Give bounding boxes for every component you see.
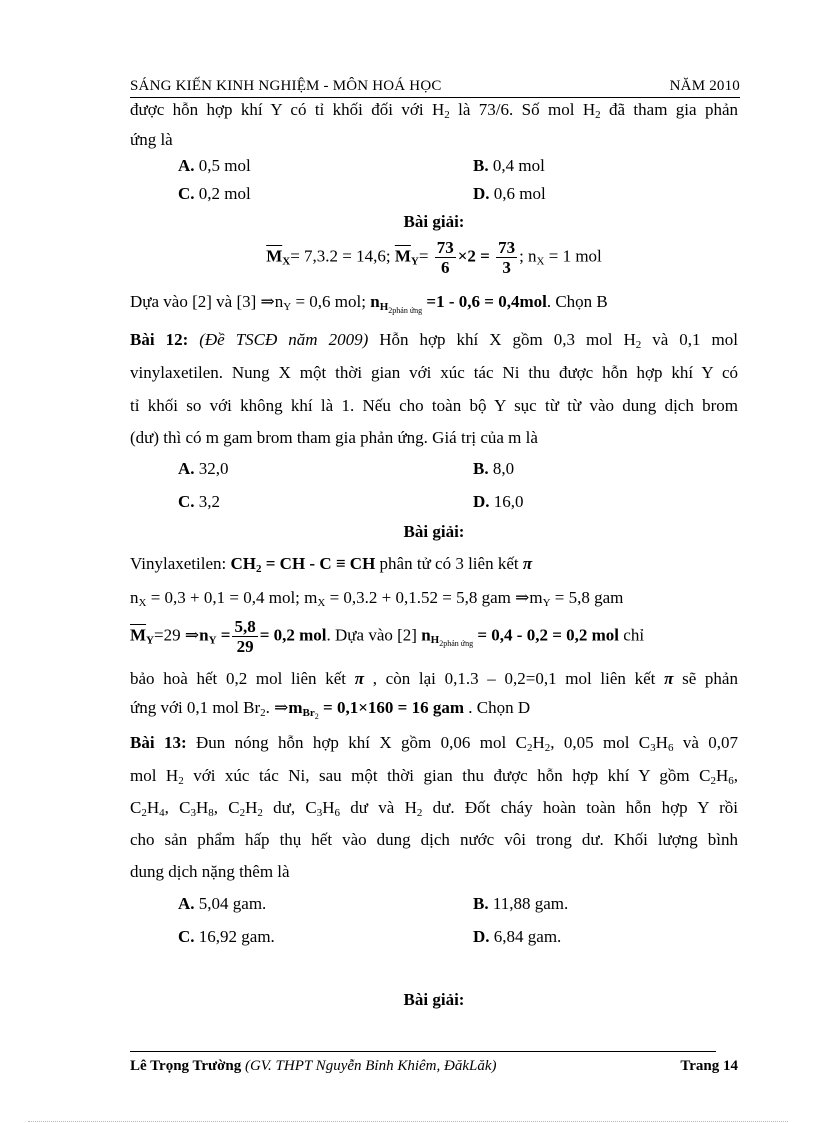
q11-equation-2: Dựa vào [2] và [3] $\Rightarrow n_Y = 0,6$ mol; $n_{H_{2phản ứng}} =1 - 0,6 = 0,4mol$. Chọn B bbox=[130, 292, 608, 315]
q11-equation-1: $\overline{M}_X= 7,3.2 = 14,6$; $\overline{M}_Y=$ $\frac{73}{6}$ ×2 = $\frac{73}{3}$ ; $n_X = 1$ mol bbox=[266, 238, 602, 277]
footer-author: Lê Trọng Trường (GV. THPT Nguyễn Bỉnh Khiêm, ĐăkLăk) bbox=[130, 1058, 497, 1074]
header-year: NĂM 2010 bbox=[669, 78, 740, 94]
footer-page-number: Trang 14 bbox=[680, 1058, 738, 1074]
q12-solution-line-5: ứng với 0,1 mol $Br_2$. $\Rightarrow m_{Br_2} = 0,1\times 160 = 16$ gam . Chọn D bbox=[130, 698, 531, 721]
q12-solution-line-3: $\overline{M}_Y=29$ $\Rightarrow n_Y$ = $\frac{5,8}{29}$ = 0,2 mol. Dựa vào [2] $n_{H_{2phản ứng}} = 0,4 - 0,2 = 0,2$ mol chỉ bbox=[130, 617, 645, 656]
q11-option-d: D. 0,6 mol bbox=[473, 184, 546, 203]
q11-option-a: A. 0,5 mol bbox=[178, 156, 251, 175]
q12-solution-line-4: bảo hoà hết 0,2 mol liên kết π , còn lại 0,1.3 – 0,2=0,1 mol liên kết π sẽ phản bbox=[130, 669, 738, 688]
page-edge bbox=[28, 1121, 788, 1122]
q12-option-c: C. 3,2 bbox=[178, 492, 221, 511]
header-title: SÁNG KIẾN KINH NGHIỆM - MÔN HOÁ HỌC bbox=[130, 78, 442, 94]
q12-line-4: (dư) thì có m gam brom tham gia phản ứng. Giá trị của m là bbox=[130, 428, 538, 447]
q12-solution-title: Bài giải: bbox=[403, 522, 465, 541]
q12-option-b: B. 8,0 bbox=[473, 459, 515, 478]
q12-line-1: Bài 12: (Đề TSCĐ năm 2009) Hỗn hợp khí X gồm 0,3 mol $H_2$ và 0,1 mol bbox=[130, 330, 739, 351]
q11-option-b: B. 0,4 mol bbox=[473, 156, 545, 175]
footer-divider bbox=[130, 1051, 716, 1052]
intro-line-2: ứng là bbox=[130, 130, 173, 149]
q11-option-c: C. 0,2 mol bbox=[178, 184, 251, 203]
q13-line-4: cho sản phẩm hấp thụ hết vào dung dịch nước vôi trong dư. Khối lượng bình bbox=[130, 830, 738, 849]
q12-solution-line-2: $n_X = 0,3 + 0,1 = 0,4$ mol; $m_X = 0,3.2 + 0,1.52 = 5,8$ gam $\Rightarrow m_Y = 5,8$ gam bbox=[130, 588, 624, 609]
q13-line-2: mol $H_2$ với xúc tác Ni, sau một thời gian thu được hỗn hợp khí Y gồm $C_2H_6$, bbox=[130, 766, 738, 787]
q13-line-5: dung dịch nặng thêm là bbox=[130, 862, 290, 881]
q12-solution-line-1: Vinylaxetilen: $CH_2$ = CH - C ≡ CH phân tử có 3 liên kết π bbox=[130, 554, 533, 575]
header-divider bbox=[130, 97, 740, 98]
q12-line-2: vinylaxetilen. Nung X một thời gian với xúc tác Ni thu được hỗn hợp khí Y có bbox=[130, 363, 738, 382]
q12-option-a: A. 32,0 bbox=[178, 459, 229, 478]
q13-option-d: D. 6,84 gam. bbox=[473, 927, 562, 946]
q13-option-c: C. 16,92 gam. bbox=[178, 927, 275, 946]
q12-option-d: D. 16,0 bbox=[473, 492, 524, 511]
q13-line-1: Bài 13: Đun nóng hỗn hợp khí X gồm 0,06 mol $C_2H_2$, 0,05 mol $C_3H_6$ và 0,07 bbox=[130, 733, 738, 754]
intro-line-1: được hỗn hợp khí Y có tỉ khối đối với $H_2$ là 73/6. Số mol $H_2$ đã tham gia phản bbox=[130, 100, 739, 121]
q13-option-b: B. 11,88 gam. bbox=[473, 894, 569, 913]
page-header bbox=[130, 78, 740, 95]
q11-solution-title: Bài giải: bbox=[403, 212, 465, 231]
q12-line-3: tỉ khối so với không khí là 1. Nếu cho toàn bộ Y sục từ từ vào dung dịch brom bbox=[130, 396, 738, 415]
q13-line-3: $C_2H_4$, $C_3H_8$, $C_2H_2$ dư, $C_3H_6$ dư và $H_2$ dư. Đốt cháy hoàn toàn hỗn hợp Y rồi bbox=[130, 798, 738, 819]
q13-option-a: A. 5,04 gam. bbox=[178, 894, 267, 913]
q13-solution-title: Bài giải: bbox=[403, 990, 465, 1009]
